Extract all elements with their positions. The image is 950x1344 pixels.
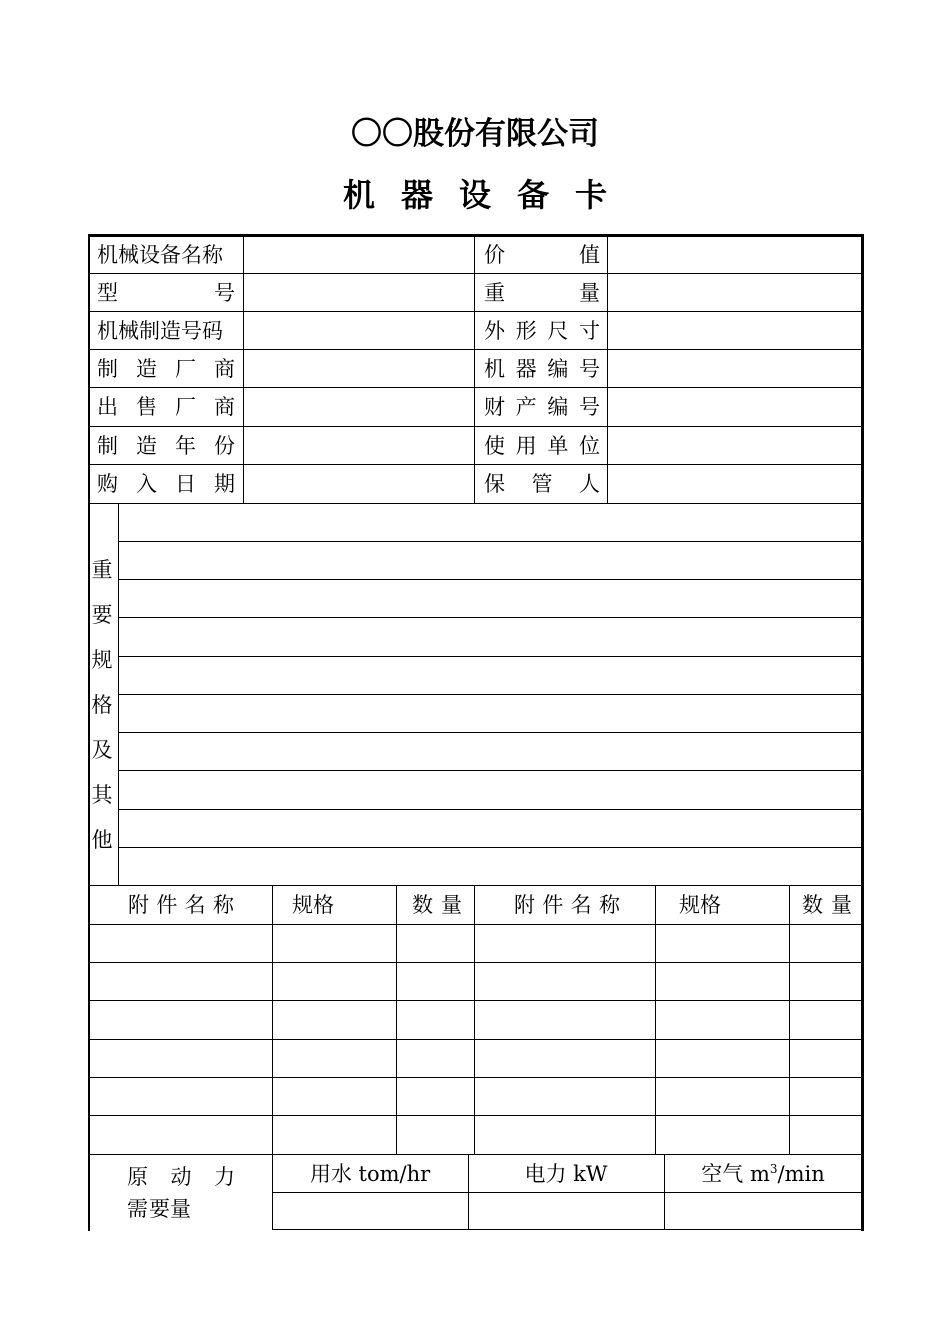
header-accessory-name-2: 附 件 名 称 [514,893,620,917]
label-using-unit: 使 用 单 位 [484,434,600,458]
accessory-row[interactable] [90,1117,859,1153]
accessory-row[interactable] [90,926,859,961]
spec-line[interactable] [120,811,859,846]
model-field[interactable] [245,275,473,310]
label-equipment-name: 机械设备名称 [97,243,223,267]
accessory-row[interactable] [90,1041,859,1076]
dimensions-field[interactable] [609,313,859,348]
electric-power-label: 电力 kW [524,1162,608,1186]
header-quantity: 数 量 [412,893,462,917]
form-title: 机器设备卡 [342,176,633,214]
seller-field[interactable] [245,389,473,425]
year-made-field[interactable] [245,428,473,463]
custodian-field[interactable] [609,466,859,502]
accessory-row[interactable] [90,964,859,999]
label-purchase-date: 购 入 日 期 [97,472,235,496]
spec-line[interactable] [120,581,859,616]
header-quantity-2: 数 量 [802,893,852,917]
label-year-made: 制 造 年 份 [97,434,235,458]
equipment-name-field[interactable] [245,237,473,272]
label-weight: 重 量 [484,281,600,305]
label-seller: 出 售 厂 商 [97,395,235,419]
machine-number-field[interactable] [609,351,859,386]
weight-field[interactable] [609,275,859,310]
spec-line[interactable] [120,505,859,540]
header-accessory-name: 附 件 名 称 [128,893,234,917]
label-manufacturer: 制 造 厂 商 [97,357,235,381]
spec-line[interactable] [120,619,859,655]
label-model: 型 号 [97,281,235,305]
company-name: 〇〇股份有限公司 [351,116,599,152]
air-usage-label: 空气 $m^3/\min$ [701,1162,825,1186]
spec-line[interactable] [120,772,859,808]
label-value: 价 值 [484,243,600,267]
manufacturer-field[interactable] [245,351,473,386]
label-asset-number: 财 产 编 号 [484,395,600,419]
header-spec: 规格 [292,893,334,917]
spec-line[interactable] [120,734,859,769]
power-label-line1: 原 动 力 [127,1165,235,1189]
power-label-line2: 需 要量 [127,1197,191,1221]
label-dimensions: 外 形 尺 寸 [484,319,600,343]
electric-power-field[interactable] [470,1194,663,1228]
using-unit-field[interactable] [609,428,859,463]
water-usage-label: 用水 tom/hr [309,1162,431,1186]
accessory-row[interactable] [90,1002,859,1038]
value-field[interactable] [609,237,859,272]
spec-section-label: 重 要 规 格 及 其 他 [91,558,113,852]
spec-line[interactable] [120,658,859,693]
label-custodian: 保 管 人 [484,472,600,496]
spec-line[interactable] [120,543,859,578]
label-machine-number: 机 器 编 号 [484,357,600,381]
spec-line[interactable] [120,696,859,731]
purchase-date-field[interactable] [245,466,473,502]
spec-line[interactable] [120,849,859,884]
label-serial-number: 机械制造号码 [97,319,223,343]
water-usage-field[interactable] [274,1194,467,1228]
asset-number-field[interactable] [609,389,859,425]
header-spec-2: 规格 [679,893,721,917]
serial-number-field[interactable] [245,313,473,348]
accessory-row[interactable] [90,1079,859,1114]
air-usage-field[interactable] [666,1194,859,1228]
